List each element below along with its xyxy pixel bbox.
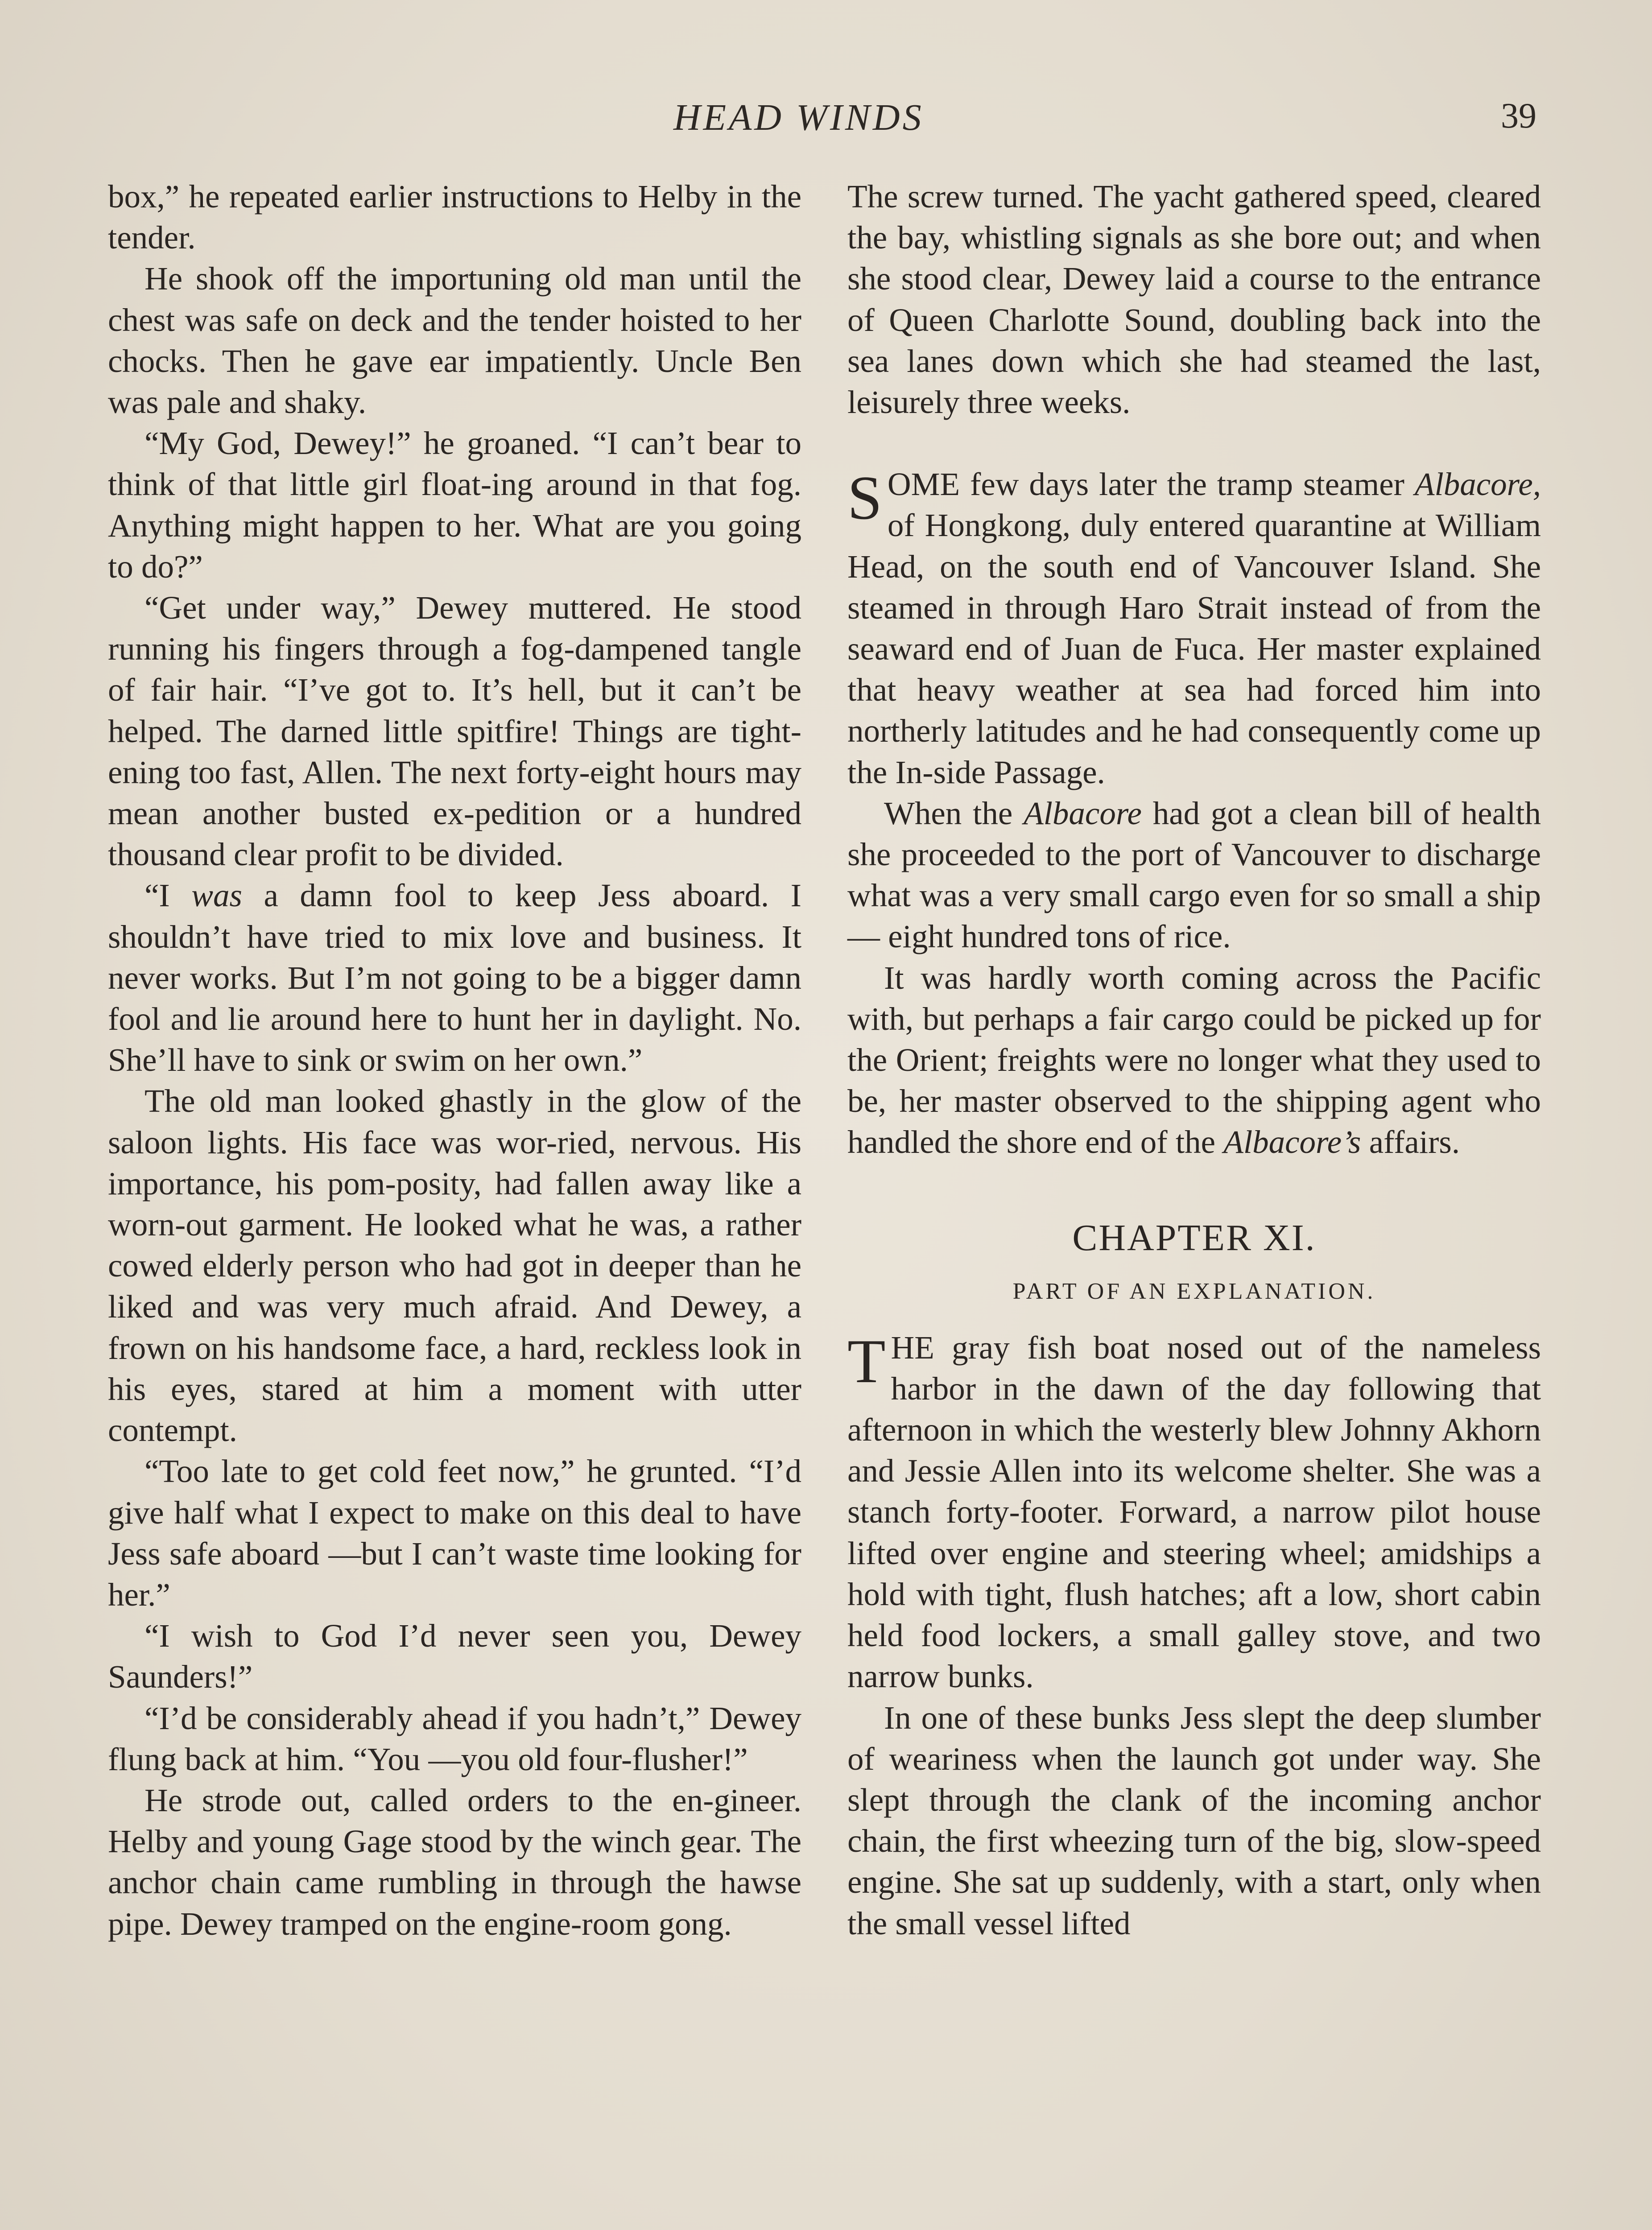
paragraph xyxy=(847,958,1541,1163)
paragraph xyxy=(847,1327,1541,1697)
left-column xyxy=(108,176,801,1945)
paragraph xyxy=(108,875,801,1081)
running-head: HEAD WINDS xyxy=(673,97,924,138)
text-run: few days later the tramp steamer xyxy=(960,466,1415,503)
page-number: 39 xyxy=(1501,96,1536,136)
right-column xyxy=(847,176,1541,1944)
paragraph: box,” he repeated earlier instructions to Helby in the tender. xyxy=(108,178,801,256)
paragraph: He shook off the importuning old man until the chest was safe on deck and the tender hoisted to her chocks. Then he gave ear impatiently. Uncle Ben was pale and shaky. xyxy=(108,260,801,421)
text-run: gray fish boat nosed out of the nameless harbor in the dawn of the day following that afternoon in which the westerly blew Johnny Akhorn and Jessie Allen into its welcome shelter. She was a stanch forty-footer. Forward, a narrow pilot house lifted over engine and steering wheel; amidships a hold with tight, flush hatches; aft a low, short cabin held food lockers, a small galley stove, and two narrow bunks. xyxy=(847,1329,1541,1695)
italic-emphasis: was xyxy=(191,877,242,914)
paragraph: “My God, Dewey!” he groaned. “I can’t bear to think of that little girl float-ing around in that fog. Anything might happen to her. What are you going to do?” xyxy=(108,425,801,585)
paragraph: The old man looked ghastly in the glow of the saloon lights. His face was wor-ried, nervous. His importance, his pom-posity, had fallen away like a worn-out garment. He looked what he was, a rather cowed elderly person who had got in deeper than he liked and was very much afraid. And Dewey, a frown on his handsome face, a hard, reckless look in his eyes, stared at him a moment with utter contempt. xyxy=(108,1083,801,1449)
paragraph xyxy=(847,793,1541,958)
small-caps-lead: HE xyxy=(891,1329,934,1366)
ship-name: Albacore, xyxy=(1414,466,1541,503)
paragraph: In one of these bunks Jess slept the deep slumber of weariness when the launch got under way. She slept through the clank of the incoming anchor chain, the first wheezing turn of the big, slow-speed engine. She sat up suddenly, with a start, only when the small vessel lifted xyxy=(847,1699,1541,1941)
text-run: It was hardly worth coming across the Pacific with, but perhaps a fair cargo could be picked up for the Orient; freights were no longer what they used to be, her master observed to the shipping agent who handled the shore end of the xyxy=(847,959,1541,1160)
text-run: of Hongkong, duly entered quarantine at William Head, on the south end of Vancouver Island. She steamed in through Haro Strait instead of from the seaward end of Juan de Fuca. Her master explained that heavy weather at sea had forced him into northerly latitudes and he had consequently come up the In-side Passage. xyxy=(847,507,1541,790)
text-run: a damn fool to keep Jess aboard. I shouldn’t have tried to mix love and business. It never works. But I’m not going to be a bigger damn fool and lie around here to hunt her in daylight. No. She’ll have to sink or swim on her own.” xyxy=(108,877,801,1078)
ship-name: Albacore’s xyxy=(1223,1124,1361,1160)
paragraph: “I’d be considerably ahead if you hadn’t,” Dewey flung back at him. “You —you old four-flusher!” xyxy=(108,1700,801,1777)
chapter-subtitle: PART OF AN EXPLANATION. xyxy=(1012,1278,1376,1304)
text-run: “I xyxy=(145,877,192,914)
text-run: When the xyxy=(884,795,1024,831)
text-run: affairs. xyxy=(1361,1124,1460,1160)
paragraph: “Too late to get cold feet now,” he grunted. “I’d give half what I expect to make on this deal to have Jess safe aboard —but I can’t waste time looking for her.” xyxy=(108,1453,801,1613)
drop-cap: T xyxy=(847,1326,886,1396)
small-caps-lead: OME xyxy=(887,466,960,503)
paragraph: He strode out, called orders to the en-gineer. Helby and young Gage stood by the winch gear. The anchor chain came rumbling in through the hawse pipe. Dewey tramped on the engine-room gong. xyxy=(108,1782,801,1942)
drop-cap: S xyxy=(847,463,882,533)
text-run: had got a clean bill of health she proceeded to the port of Vancouver to discharge what was a very small cargo even for so small a ship— eight hundred tons of rice. xyxy=(847,795,1541,955)
paragraph xyxy=(847,464,1541,793)
paragraph: The screw turned. The yacht gathered speed, cleared the bay, whistling signals as she bore out; and when she stood clear, Dewey laid a course to the entrance of Queen Charlotte Sound, doubling back into the sea lanes down which she had steamed the last, leisurely three weeks. xyxy=(847,178,1541,421)
chapter-title: CHAPTER XI. xyxy=(1072,1217,1316,1259)
paragraph: “I wish to God I’d never seen you, Dewey Saunders!” xyxy=(108,1618,801,1695)
ship-name: Albacore xyxy=(1024,795,1142,831)
paragraph: “Get under way,” Dewey muttered. He stood running his fingers through a fog-dampened tangle of fair hair. “I’ve got to. It’s hell, but it can’t be helped. The darned little spitfire! Things are tight-ening too fast, Allen. The next forty-eight hours may mean another busted ex-pedition or a hundred thousand clear profit to be divided. xyxy=(108,590,801,873)
